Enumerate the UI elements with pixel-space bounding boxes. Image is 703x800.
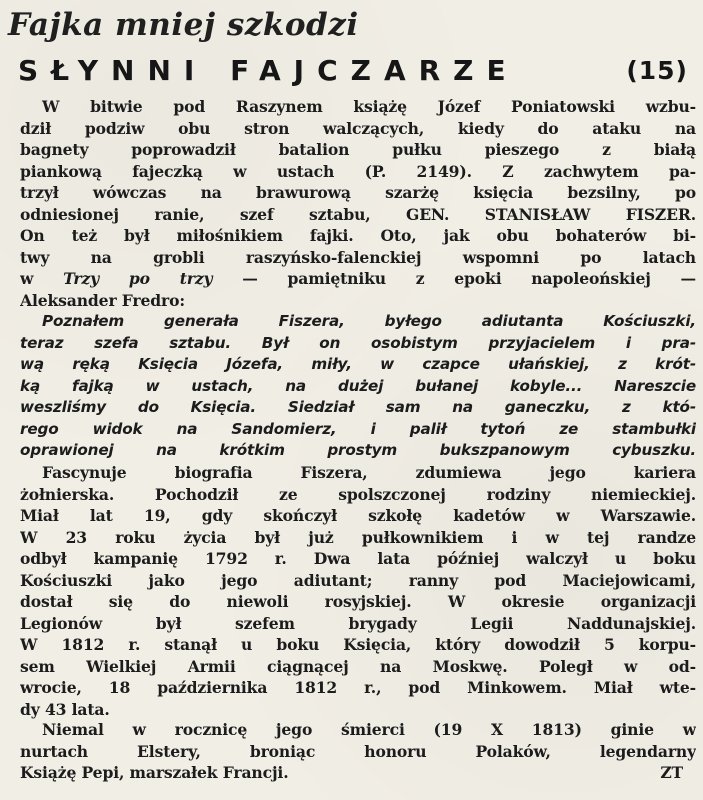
text-line: Książę Pepi, marszałek Francji. [20,763,289,782]
paragraph-intro [20,96,696,311]
text-line: Legionów był szefem brygady Legii Naddunajskiej. [20,613,696,633]
text-line: sem Wielkiej Armii ciągnącej na Moskwę. Poległ w od- [20,656,696,676]
article-headline [18,52,688,90]
text-line: wrocie, 18 października 1812 r., pod Minkowem. Miał wte- [20,678,696,697]
text-line: On też był miłośnikiem fajki. Oto, jak obu bohaterów bi- [20,226,696,245]
quote-line: Poznałem generała Fiszera, byłego adiutanta Kościuszki, [42,312,696,330]
text-line: Kościuszki jako jego adiutant; ranny pod Maciejowicami, [20,570,696,590]
text-line: odbył kampanię 1792 r. Dwa lata później walczył u boku [20,549,696,568]
book-title: Trzy po trzy [63,269,213,288]
text-line: dził podziw obu stron walczących, kiedy do ataku na [20,118,696,138]
text-line: Aleksander Fredro: [20,290,185,310]
text-line: dy 43 lata. [20,699,110,719]
text-line: odniesionej ranie, szef sztabu, GEN. STANISŁAW FISZER. [20,204,696,224]
paragraph-biography [20,462,696,720]
text-line: trzył wówczas na brawurową szarżę księcia bezsilny, po [20,183,696,202]
text-line: W 1812 r. stanął u boku Księcia, który dowodził 5 korpu- [20,635,696,654]
quote-line: ką fajką w ustach, na dużej bułanej kobyle... Nareszcie [20,376,696,395]
text-line: twy na grobli raszyńsko-falenckiej wspomni po latach [20,247,696,267]
series-number: (15) [626,56,688,85]
text-line: Fascynuje biografia Fiszera, zdumiewa jego kariera [42,463,696,482]
text-line: piankową fajeczką w ustach (P. 2149). Z zachwytem pa- [20,161,696,181]
text-line: Miał lat 19, gdy skończył szkołę kadetów w Warszawie. [20,506,696,525]
headline-title: SŁYNNI FAJCZARZE [18,54,519,87]
text-line: W bitwie pod Raszynem książę Józef Poniatowski wzbu- [42,97,696,116]
text-line [20,268,696,290]
text-line: bagnety poprowadził batalion pułku pieszego z białą [20,140,696,159]
text-line: żołnierska. Pochodził ze spolszczonej rodziny niemieckiej. [20,484,696,504]
text-line: W 23 roku życia był już pułkownikiem i w tej randze [20,527,696,547]
quote-line: oprawionej na krótkim prostym bukszpanowym cybuszku. [20,441,696,459]
text-fragment: — pamiętniku z epoki napoleońskiej — [212,269,696,288]
paragraph-closing [20,719,696,784]
quote-line: rego widok na Sandomierz, i palił tytoń ze stambułki [20,419,696,438]
text-line: dostał się do niewoli rosyjskiej. W okresie organizacji [20,592,696,611]
fredro-quote [20,311,696,462]
quote-line: teraz szefa sztabu. Był on osobistym przyjacielem i pra- [20,333,696,352]
text-line: nurtach Elstery, broniąc honoru Polaków, legendarny [20,741,696,761]
text-fragment: w [20,269,64,288]
quote-line: wą ręką Księcia Józefa, miły, w czapce ułańskiej, z krót- [20,355,696,373]
quote-line: weszliśmy do Księcia. Siedział sam na ganeczku, z któ- [20,398,696,416]
author-signature: ZT [660,763,683,782]
kicker-heading: Fajka mniej szkodzi [8,7,359,43]
text-line: Niemal w rocznicę jego śmierci (19 X 1813) ginie w [42,720,696,739]
